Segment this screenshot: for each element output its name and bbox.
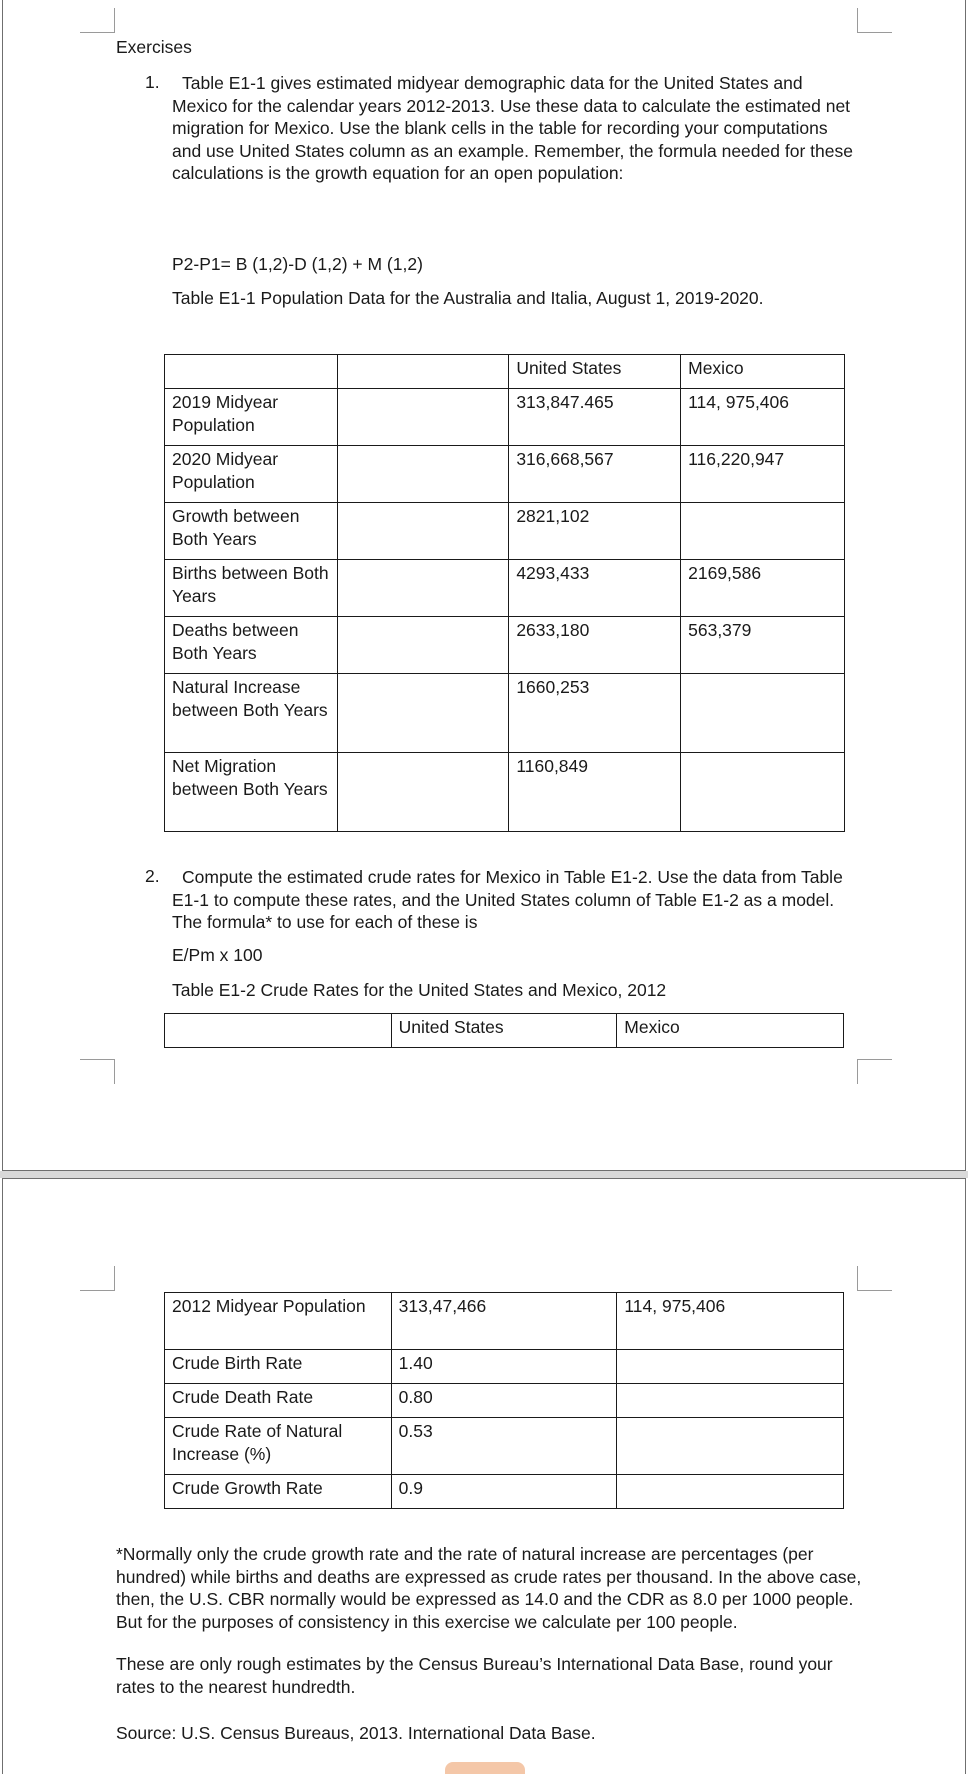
us-value: 0.53	[391, 1418, 617, 1475]
row-label: Crude Rate of Natural Increase (%)	[165, 1418, 392, 1475]
us-value: 0.80	[391, 1384, 617, 1418]
exercise-1-number: 1.	[145, 72, 160, 92]
mexico-value	[681, 674, 845, 753]
mexico-value	[617, 1475, 844, 1509]
us-value: 1660,253	[509, 674, 681, 753]
row-label: Crude Death Rate	[165, 1384, 392, 1418]
table-cell	[337, 503, 509, 560]
page-corner-mark	[857, 8, 892, 33]
row-label: 2012 Midyear Population	[165, 1293, 392, 1350]
table-row	[165, 1293, 844, 1350]
table-e1-1-caption: Table E1-1 Population Data for the Australia and Italia, August 1, 2019-2020.	[172, 288, 764, 308]
row-label: Growth between Both Years	[165, 503, 338, 560]
table-e1-2-header	[164, 1013, 844, 1048]
exercise-2-text: Compute the estimated crude rates for Mexico in Table E1-2. Use the data from Table E1-1 to compute these rates, and the United States column of Table E1-2 as a model. The formula* to use for each of these is	[172, 867, 843, 932]
column-header-mexico: Mexico	[681, 355, 845, 389]
column-header-mexico: Mexico	[617, 1014, 844, 1048]
us-value: 316,668,567	[509, 446, 681, 503]
row-label: Crude Growth Rate	[165, 1475, 392, 1509]
mexico-value: 114, 975,406	[617, 1293, 844, 1350]
table-row	[165, 560, 845, 617]
mexico-value: 114, 975,406	[681, 389, 845, 446]
page-scroll-indicator[interactable]	[445, 1762, 525, 1774]
row-label: Crude Birth Rate	[165, 1350, 392, 1384]
us-value: 313,47,466	[391, 1293, 617, 1350]
table-cell	[337, 355, 509, 389]
table-cell	[337, 446, 509, 503]
column-header-united-states: United States	[391, 1014, 617, 1048]
table-row	[165, 1475, 844, 1509]
us-value: 1.40	[391, 1350, 617, 1384]
us-value: 1160,849	[509, 753, 681, 832]
row-label: Net Migration between Both Years	[165, 753, 338, 832]
column-header-united-states: United States	[509, 355, 681, 389]
table-row	[165, 1384, 844, 1418]
table-row	[165, 617, 845, 674]
mexico-value	[617, 1418, 844, 1475]
table-e1-1	[164, 354, 845, 832]
table-header-row	[165, 355, 845, 389]
us-value: 2633,180	[509, 617, 681, 674]
page-corner-mark	[80, 1266, 115, 1291]
table-cell	[337, 753, 509, 832]
table-cell	[337, 389, 509, 446]
mexico-value	[681, 753, 845, 832]
exercises-heading: Exercises	[116, 37, 192, 57]
page-corner-mark	[857, 1266, 892, 1291]
table-header-row	[165, 1014, 844, 1048]
page-corner-mark	[857, 1059, 892, 1084]
table-cell	[337, 560, 509, 617]
mexico-value: 563,379	[681, 617, 845, 674]
table-cell	[337, 674, 509, 753]
table-row	[165, 503, 845, 560]
row-label: Births between Both Years	[165, 560, 338, 617]
row-label: Natural Increase between Both Years	[165, 674, 338, 753]
table-row	[165, 389, 845, 446]
footnote: *Normally only the crude growth rate and the rate of natural increase are percentages (per hundred) while births and deaths are expressed as crude rates per thousand. In the above case, then, the U.S. CBR normally would be expressed as 14.0 and the CDR as 8.0 per 1000 people. But for the purposes of consistency in this exercise we calculate per 100 people.	[116, 1544, 862, 1632]
table-row	[165, 1418, 844, 1475]
table-row	[165, 1350, 844, 1384]
source-citation: Source: U.S. Census Bureaus, 2013. International Data Base.	[116, 1723, 596, 1743]
row-label: 2019 Midyear Population	[165, 389, 338, 446]
us-value: 0.9	[391, 1475, 617, 1509]
table-cell	[165, 355, 338, 389]
row-label: Deaths between Both Years	[165, 617, 338, 674]
table-row	[165, 674, 845, 753]
exercise-1-formula: P2-P1= B (1,2)-D (1,2) + M (1,2)	[172, 254, 423, 274]
table-e1-2-caption: Table E1-2 Crude Rates for the United States and Mexico, 2012	[172, 980, 667, 1000]
table-row	[165, 753, 845, 832]
rounding-note: These are only rough estimates by the Census Bureau’s International Data Base, round your rates to the nearest hundredth.	[116, 1654, 833, 1697]
mexico-value	[617, 1350, 844, 1384]
us-value: 2821,102	[509, 503, 681, 560]
mexico-value	[617, 1384, 844, 1418]
us-value: 313,847.465	[509, 389, 681, 446]
us-value: 4293,433	[509, 560, 681, 617]
page-corner-mark	[80, 8, 115, 33]
mexico-value	[681, 503, 845, 560]
exercise-2-number: 2.	[145, 866, 160, 886]
table-row	[165, 446, 845, 503]
mexico-value: 116,220,947	[681, 446, 845, 503]
table-cell	[337, 617, 509, 674]
exercise-2-formula: E/Pm x 100	[172, 945, 263, 965]
table-e1-2	[164, 1292, 844, 1509]
table-cell	[165, 1014, 392, 1048]
row-label: 2020 Midyear Population	[165, 446, 338, 503]
mexico-value: 2169,586	[681, 560, 845, 617]
exercise-1-text: Table E1-1 gives estimated midyear demographic data for the United States and Mexico for the calendar years 2012-2013. Use these data to calculate the estimated net migration for Mexico. Use the blank cells in the table for recording your computations and use United States column as an example. Remember, the formula needed for these calculations is the growth equation for an open population:	[172, 73, 853, 183]
page-corner-mark	[80, 1059, 115, 1084]
page-separator	[0, 1171, 968, 1178]
